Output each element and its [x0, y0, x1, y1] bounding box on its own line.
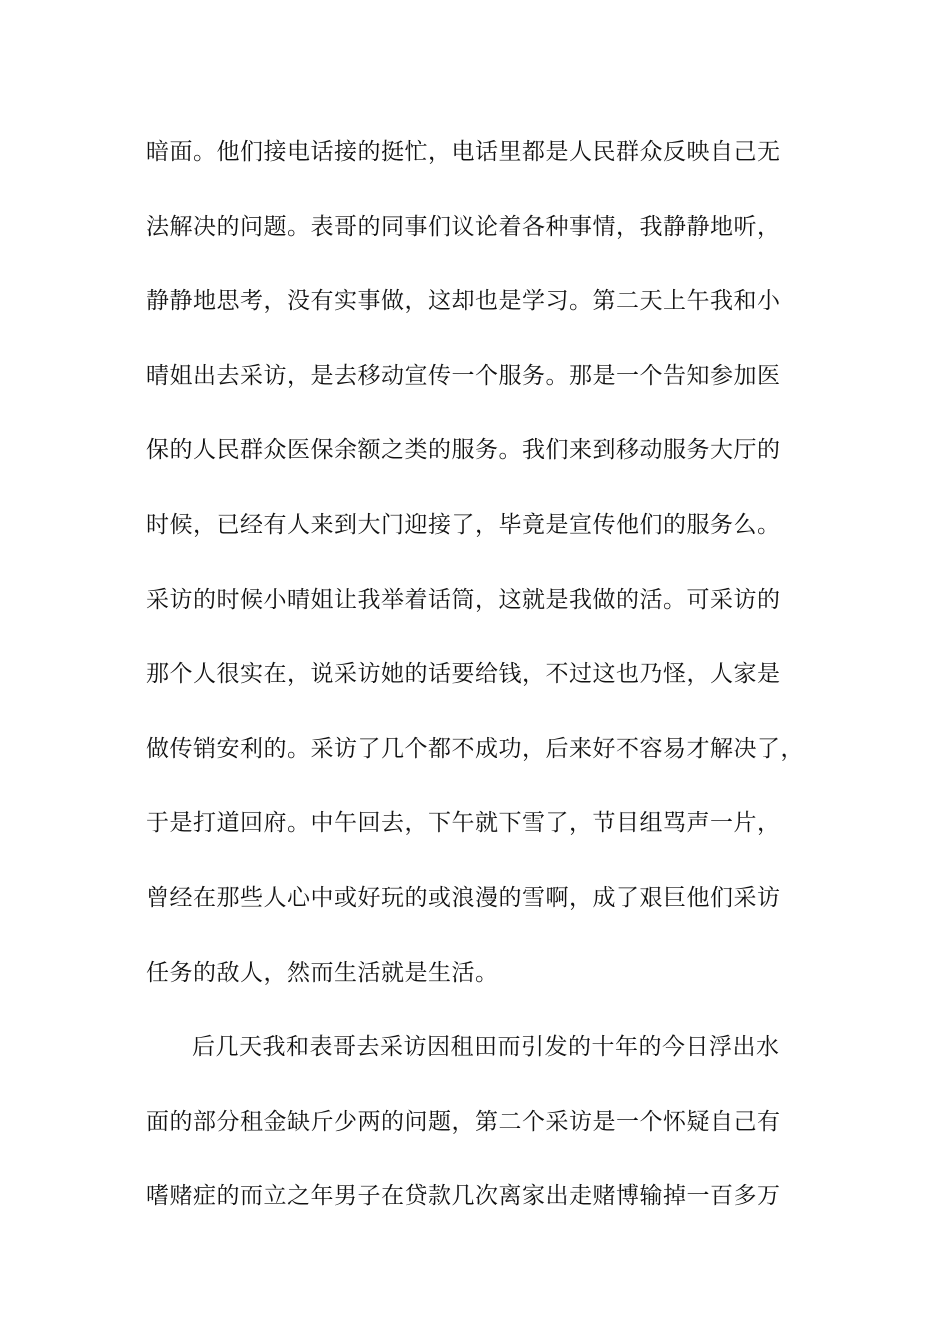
- text-line: 那个人很实在，说采访她的话要给钱，不过这也乃怪，人家是: [146, 661, 781, 688]
- text-line: 面的部分租金缺斤少两的问题，第二个采访是一个怀疑自己有: [146, 1108, 781, 1135]
- text-line: 晴姐出去采访，是去移动宣传一个服务。那是一个告知参加医: [146, 362, 781, 389]
- text-line: 后几天我和表哥去采访因租田而引发的十年的今日浮出水: [192, 1034, 780, 1061]
- text-line: 于是打道回府。中午回去，下午就下雪了，节目组骂声一片，: [146, 810, 781, 837]
- text-line: 保的人民群众医保余额之类的服务。我们来到移动服务大厅的: [146, 437, 781, 464]
- text-line: 暗面。他们接电话接的挺忙，电话里都是人民群众反映自己无: [146, 139, 781, 165]
- text-line: 做传销安利的。采访了几个都不成功，后来好不容易才解决了，: [146, 735, 804, 762]
- text-line: 法解决的问题。表哥的同事们议论着各种事情，我静静地听，: [146, 213, 781, 240]
- body-text: [146, 129, 846, 1248]
- text-line: 嗜赌症的而立之年男子在贷款几次离家出走赌博输掉一百多万: [146, 1183, 781, 1210]
- text-line: 任务的敌人，然而生活就是生活。: [146, 959, 499, 986]
- text-line: 静静地思考，没有实事做，这却也是学习。第二天上午我和小: [146, 288, 781, 315]
- text-line: 曾经在那些人心中或好玩的或浪漫的雪啊，成了艰巨他们采访: [146, 884, 781, 911]
- text-line: 采访的时候小晴姐让我举着话筒，这就是我做的活。可采访的: [146, 586, 781, 613]
- text-line: 时候，已经有人来到大门迎接了，毕竟是宣传他们的服务么。: [146, 511, 781, 538]
